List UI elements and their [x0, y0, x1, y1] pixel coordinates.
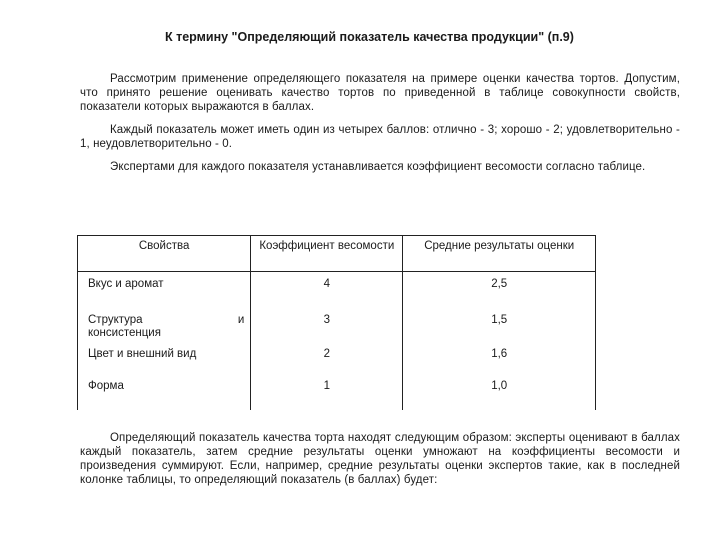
paragraph-experts: Экспертами для каждого показателя устанавливается коэффициент весомости согласно таблице. [110, 161, 646, 173]
cell-coefficient: 1 [251, 376, 403, 410]
table-row [78, 308, 596, 344]
cell-average: 2,5 [403, 272, 596, 309]
header-average: Средние результаты оценки [403, 236, 596, 272]
cell-coefficient: 3 [251, 308, 403, 344]
cell-property-part: Структура [88, 314, 143, 326]
paragraph-conclusion: Определяющий показатель качества торта находят следующим образом: эксперты оценивают в баллах каждый показатель, затем средние результаты оценки умножают на коэффициенты весомости и произведения суммируют. Если, например, средние результаты оценки экспертов такие, как в последней колонке таблицы, то определяющий показатель (в баллах) будет: [80, 432, 680, 486]
cell-average: 1,6 [403, 344, 596, 376]
cell-property: Вкус и аромат [78, 272, 251, 309]
table-row [78, 344, 596, 376]
page-title: К термину "Определяющий показатель качества продукции" (п.9) [165, 30, 574, 44]
cell-property-part: и [237, 314, 245, 326]
cell-coefficient: 4 [251, 272, 403, 309]
quality-table [77, 235, 596, 410]
cell-property: Форма [78, 376, 251, 410]
paragraph-intro: Рассмотрим применение определяющего показателя на примере оценки качества тортов. Допустим, что принято решение оценивать качество тортов по приведенной в таблице совокупности свойств, показатели которых выражаются в баллах. [80, 73, 680, 113]
cell-property: Цвет и внешний вид [78, 344, 251, 376]
cell-property-part: консистенция [88, 327, 161, 339]
table-row [78, 376, 596, 410]
table-header-row [78, 236, 596, 272]
cell-average: 1,5 [403, 308, 596, 344]
header-property: Свойства [78, 236, 251, 272]
cell-property [78, 308, 251, 344]
cell-coefficient: 2 [251, 344, 403, 376]
cell-average: 1,0 [403, 376, 596, 410]
paragraph-scores: Каждый показатель может иметь один из четырех баллов: отлично - 3; хорошо - 2; удовлетворительно - 1, неудовлетворительно - 0. [80, 124, 680, 150]
table-row [78, 272, 596, 309]
header-coefficient: Коэффициент весомости [251, 236, 403, 272]
